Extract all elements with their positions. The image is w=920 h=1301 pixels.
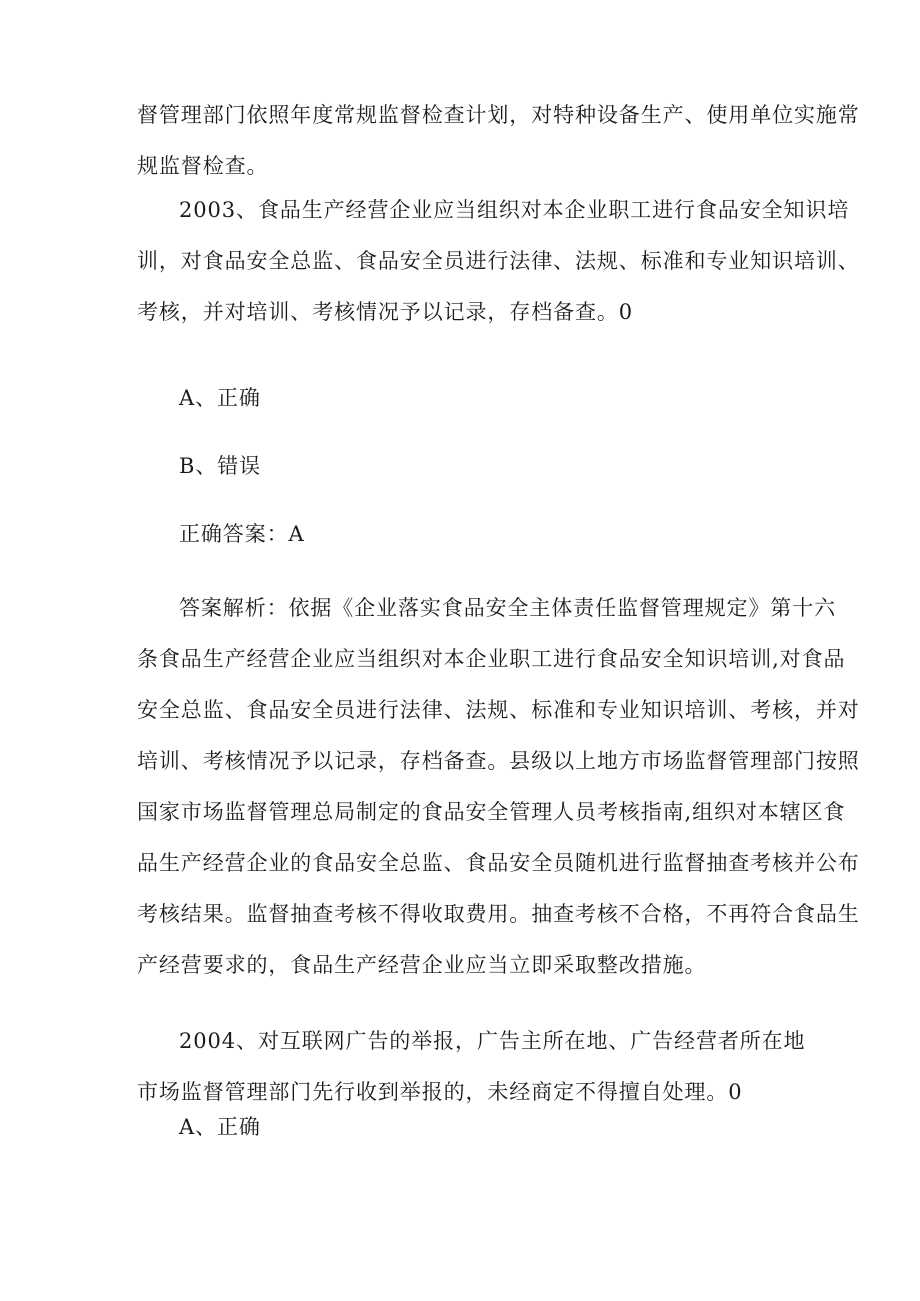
option-b: B、错误 (179, 454, 262, 478)
correct-answer: 正确答案：A (179, 522, 305, 546)
explanation-line: 品生产经营企业的食品安全总监、食品安全员随机进行监督抽查考核并公布 (137, 851, 860, 875)
question-text-line: 考核，并对培训、考核情况予以记录，存档备查。0 (137, 300, 634, 324)
question-2003 (137, 185, 860, 338)
explanation-line: 产经营要求的，食品生产经营企业应当立即采取整改措施。 (137, 953, 707, 977)
text-line: 督管理部门依照年度常规监督检查计划，对特种设备生产、使用单位实施常 (137, 103, 860, 127)
explanation-line: 条食品生产经营企业应当组织对本企业职工进行食品安全知识培训,对食品 (137, 647, 846, 671)
explanation-line: 国家市场监督管理总局制定的食品安全管理人员考核指南,组织对本辖区食 (137, 800, 846, 824)
question-text-line: 2003、食品生产经营企业应当组织对本企业职工进行食品安全知识培 (179, 198, 850, 222)
question-text-line: 训，对食品安全总监、食品安全员进行法律、法规、标准和专业知识培训、 (137, 249, 860, 273)
explanation-line: 考核结果。监督抽查考核不得收取费用。抽查考核不合格，不再符合食品生 (137, 902, 860, 926)
explanation-line: 培训、考核情况予以记录，存档备查。县级以上地方市场监督管理部门按照 (137, 749, 860, 773)
question-text-line: 市场监督管理部门先行收到举报的，未经商定不得擅自处理。0 (137, 1080, 743, 1104)
explanation-line: 答案解析：依据《企业落实食品安全主体责任监督管理规定》第十六 (179, 596, 836, 620)
explanation-line: 安全总监、食品安全员进行法律、法规、标准和专业知识培训、考核，并对 (137, 698, 860, 722)
answer-explanation (137, 583, 860, 991)
text-line: 规监督检查。 (137, 154, 269, 178)
continuation-paragraph (137, 90, 860, 192)
option-a: A、正确 (179, 386, 261, 410)
option-a: A、正确 (179, 1115, 261, 1139)
question-2004 (137, 1016, 806, 1118)
question-text-line: 2004、对互联网广告的举报，广告主所在地、广告经营者所在地 (179, 1029, 806, 1053)
